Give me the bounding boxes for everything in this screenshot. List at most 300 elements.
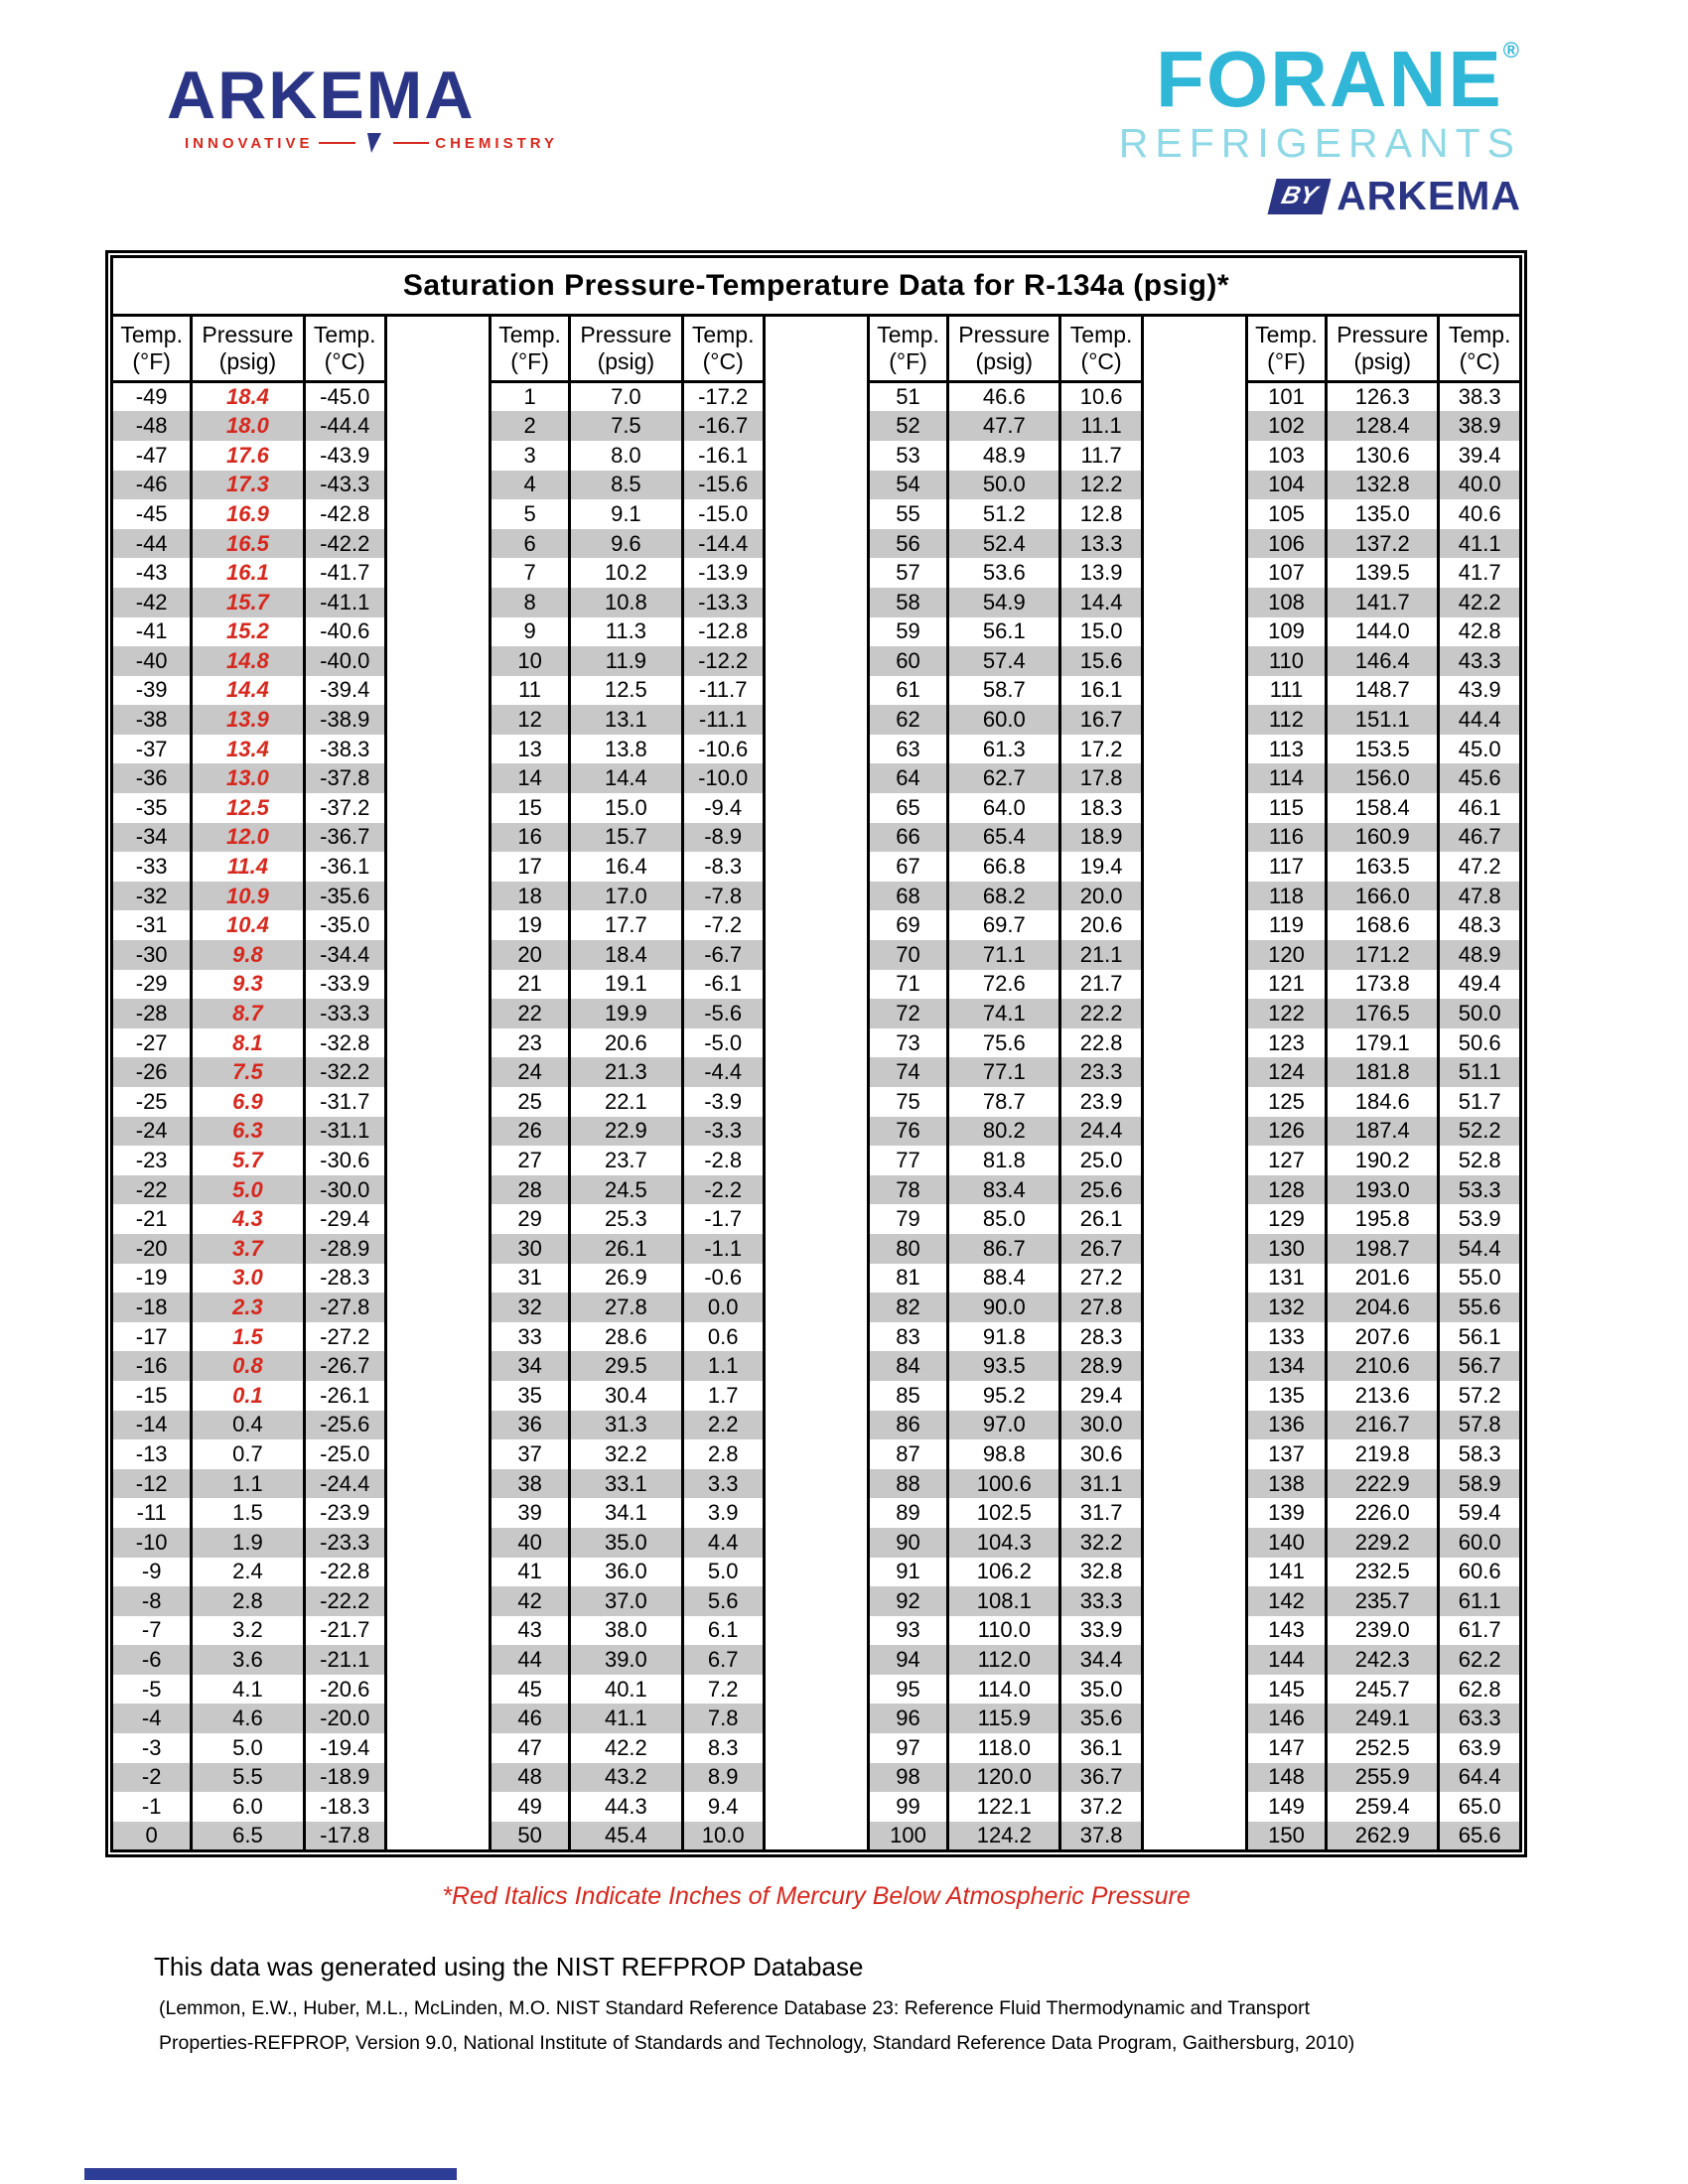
pressure-cell: 14.8 — [192, 646, 304, 676]
pressure-cell: 8.5 — [570, 471, 682, 500]
temp-f-cell: 64 — [868, 763, 947, 793]
pressure-cell: 7.5 — [192, 1057, 304, 1087]
temp-c-cell: 47.2 — [1439, 852, 1521, 882]
temp-c-cell: 61.7 — [1439, 1616, 1521, 1646]
temp-f-cell: -46 — [112, 471, 192, 500]
temp-f-cell: 65 — [868, 793, 947, 823]
pressure-cell: 173.8 — [1327, 970, 1439, 1000]
temp-c-cell: 10.6 — [1060, 382, 1142, 412]
group-spacer — [764, 882, 868, 911]
pressure-cell: 106.2 — [948, 1558, 1060, 1587]
temp-f-cell: -32 — [112, 882, 192, 911]
pressure-cell: 83.4 — [948, 1175, 1060, 1205]
temp-f-cell: -41 — [112, 617, 192, 647]
temp-f-cell: -13 — [112, 1439, 192, 1469]
pressure-cell: 61.3 — [948, 735, 1060, 764]
temp-f-cell: -28 — [112, 999, 192, 1028]
temp-f-cell: 87 — [868, 1439, 947, 1469]
temp-c-cell: 21.7 — [1060, 970, 1142, 1000]
pressure-cell: 30.4 — [570, 1381, 682, 1411]
pressure-cell: 9.6 — [570, 529, 682, 559]
pressure-cell: 198.7 — [1327, 1234, 1439, 1264]
pressure-cell: 43.2 — [570, 1763, 682, 1793]
table-row — [112, 999, 1521, 1028]
pressure-cell: 160.9 — [1327, 823, 1439, 853]
temp-c-cell: -36.1 — [304, 852, 385, 882]
pressure-cell: 259.4 — [1327, 1792, 1439, 1822]
temp-c-cell: 49.4 — [1439, 970, 1521, 1000]
temp-f-cell: 92 — [868, 1586, 947, 1616]
temp-c-cell: 33.3 — [1060, 1586, 1142, 1616]
temp-c-cell: 24.4 — [1060, 1117, 1142, 1147]
pressure-cell: 139.5 — [1327, 558, 1439, 588]
temp-f-cell: 69 — [868, 910, 947, 940]
pressure-cell: 38.0 — [570, 1616, 682, 1646]
temp-f-cell: 73 — [868, 1028, 947, 1058]
group-spacer — [1142, 1234, 1246, 1264]
table-row — [112, 1558, 1521, 1587]
temp-c-cell: 11.7 — [1060, 441, 1142, 471]
group-spacer — [385, 558, 490, 588]
temp-f-cell: 90 — [868, 1528, 947, 1558]
temp-c-cell: -3.3 — [682, 1117, 764, 1147]
group-spacer — [1142, 411, 1246, 441]
temp-c-cell: -42.8 — [304, 499, 385, 529]
table-row — [112, 1675, 1521, 1705]
temp-f-cell: 139 — [1246, 1498, 1326, 1528]
temp-f-cell: 55 — [868, 499, 947, 529]
temp-f-cell: -3 — [112, 1733, 192, 1763]
group-spacer — [385, 646, 490, 676]
temp-f-cell: -2 — [112, 1763, 192, 1793]
pressure-cell: 137.2 — [1327, 529, 1439, 559]
pressure-cell: 16.5 — [192, 529, 304, 559]
pressure-cell: 216.7 — [1327, 1411, 1439, 1440]
pressure-cell: 120.0 — [948, 1763, 1060, 1793]
temp-c-cell: -13.3 — [682, 588, 764, 617]
temp-c-cell: -18.9 — [304, 1763, 385, 1793]
pressure-cell: 57.4 — [948, 646, 1060, 676]
temp-f-cell: -18 — [112, 1293, 192, 1322]
table-row — [112, 763, 1521, 793]
group-spacer — [764, 735, 868, 764]
temp-f-cell: 83 — [868, 1322, 947, 1352]
temp-c-cell: -41.1 — [304, 588, 385, 617]
temp-c-cell: 18.9 — [1060, 823, 1142, 853]
pressure-cell: 13.9 — [192, 705, 304, 735]
group-spacer — [764, 382, 868, 412]
temp-f-cell: 131 — [1246, 1264, 1326, 1294]
temp-c-cell: 25.0 — [1060, 1146, 1142, 1175]
temp-f-cell: -9 — [112, 1558, 192, 1587]
temp-f-cell: 110 — [1246, 646, 1326, 676]
group-spacer — [385, 1411, 490, 1440]
arkema-wordmark: ARKEMA — [167, 58, 476, 133]
pressure-cell: 141.7 — [1327, 588, 1439, 617]
temp-f-cell: -36 — [112, 763, 192, 793]
group-spacer — [385, 676, 490, 706]
table-row — [112, 793, 1521, 823]
temp-f-cell: 141 — [1246, 1558, 1326, 1587]
temp-f-cell: 52 — [868, 411, 947, 441]
temp-f-cell: 75 — [868, 1087, 947, 1117]
temp-c-cell: -17.2 — [682, 382, 764, 412]
pressure-cell: 156.0 — [1327, 763, 1439, 793]
pressure-cell: 4.3 — [192, 1204, 304, 1234]
temp-f-cell: 68 — [868, 882, 947, 911]
group-spacer — [764, 1234, 868, 1264]
table-row — [112, 617, 1521, 647]
temp-f-cell: 76 — [868, 1117, 947, 1147]
temp-c-cell: 17.8 — [1060, 763, 1142, 793]
pressure-cell: 42.2 — [570, 1733, 682, 1763]
pressure-cell: 2.4 — [192, 1558, 304, 1587]
temp-f-cell: -37 — [112, 735, 192, 764]
group-spacer — [764, 852, 868, 882]
temp-f-cell: 22 — [490, 999, 569, 1028]
pressure-cell: 22.9 — [570, 1117, 682, 1147]
pressure-cell: 52.4 — [948, 529, 1060, 559]
pressure-cell: 0.8 — [192, 1351, 304, 1381]
temp-c-cell: 62.2 — [1439, 1645, 1521, 1675]
pressure-cell: 193.0 — [1327, 1175, 1439, 1205]
table-row — [112, 411, 1521, 441]
table-row — [112, 1204, 1521, 1234]
pressure-cell: 12.5 — [570, 676, 682, 706]
pressure-cell: 8.1 — [192, 1028, 304, 1058]
group-spacer — [385, 882, 490, 911]
group-spacer — [764, 1028, 868, 1058]
temp-c-cell: 20.0 — [1060, 882, 1142, 911]
temp-f-cell: 4 — [490, 471, 569, 500]
group-spacer — [1142, 499, 1246, 529]
temp-f-cell: 108 — [1246, 588, 1326, 617]
temp-f-cell: 3 — [490, 441, 569, 471]
pressure-cell: 219.8 — [1327, 1439, 1439, 1469]
temp-c-cell: 54.4 — [1439, 1234, 1521, 1264]
temp-f-cell: 123 — [1246, 1028, 1326, 1058]
col-header-temp-f: Temp. (°F) — [1246, 316, 1326, 382]
temp-f-cell: -6 — [112, 1645, 192, 1675]
temp-c-cell: 29.4 — [1060, 1381, 1142, 1411]
temp-f-cell: 133 — [1246, 1322, 1326, 1352]
pressure-cell: 181.8 — [1327, 1057, 1439, 1087]
group-spacer — [764, 411, 868, 441]
group-spacer — [1142, 471, 1246, 500]
temp-f-cell: 134 — [1246, 1351, 1326, 1381]
group-spacer — [764, 999, 868, 1028]
temp-f-cell: 48 — [490, 1763, 569, 1793]
temp-f-cell: 7 — [490, 558, 569, 588]
temp-f-cell: 34 — [490, 1351, 569, 1381]
pressure-cell: 168.6 — [1327, 910, 1439, 940]
temp-c-cell: -23.3 — [304, 1528, 385, 1558]
group-spacer — [764, 1733, 868, 1763]
group-spacer — [764, 1264, 868, 1294]
temp-c-cell: -12.2 — [682, 646, 764, 676]
temp-f-cell: 93 — [868, 1616, 947, 1646]
group-spacer — [385, 1675, 490, 1705]
temp-f-cell: 121 — [1246, 970, 1326, 1000]
temp-f-cell: -39 — [112, 676, 192, 706]
pressure-cell: 9.8 — [192, 940, 304, 970]
pressure-cell: 74.1 — [948, 999, 1060, 1028]
temp-c-cell: -22.2 — [304, 1586, 385, 1616]
pressure-cell: 21.3 — [570, 1057, 682, 1087]
pressure-cell: 6.5 — [192, 1822, 304, 1851]
temp-c-cell: 25.6 — [1060, 1175, 1142, 1205]
pressure-cell: 3.6 — [192, 1645, 304, 1675]
group-spacer — [385, 793, 490, 823]
temp-c-cell: 36.7 — [1060, 1763, 1142, 1793]
forane-wordmark — [1025, 35, 1521, 123]
table-row — [112, 1146, 1521, 1175]
temp-f-cell: -35 — [112, 793, 192, 823]
table-row — [112, 441, 1521, 471]
table-row — [112, 1704, 1521, 1733]
temp-c-cell: -26.7 — [304, 1351, 385, 1381]
group-spacer — [764, 1528, 868, 1558]
table-row — [112, 1439, 1521, 1469]
group-spacer — [764, 471, 868, 500]
pressure-cell: 17.0 — [570, 882, 682, 911]
temp-c-cell: 45.0 — [1439, 735, 1521, 764]
temp-f-cell: -26 — [112, 1057, 192, 1087]
pressure-cell: 226.0 — [1327, 1498, 1439, 1528]
group-spacer — [1142, 1204, 1246, 1234]
pressure-cell: 151.1 — [1327, 705, 1439, 735]
temp-f-cell: 15 — [490, 793, 569, 823]
temp-f-cell: 114 — [1246, 763, 1326, 793]
temp-f-cell: -11 — [112, 1498, 192, 1528]
temp-f-cell: 105 — [1246, 499, 1326, 529]
pressure-cell: 126.3 — [1327, 382, 1439, 412]
temp-f-cell: 79 — [868, 1204, 947, 1234]
temp-f-cell: -29 — [112, 970, 192, 1000]
pressure-cell: 93.5 — [948, 1351, 1060, 1381]
group-spacer — [764, 1146, 868, 1175]
temp-f-cell: 36 — [490, 1411, 569, 1440]
temp-f-cell: -27 — [112, 1028, 192, 1058]
group-spacer — [764, 676, 868, 706]
temp-f-cell: -31 — [112, 910, 192, 940]
temp-c-cell: 11.1 — [1060, 411, 1142, 441]
pressure-cell: 45.4 — [570, 1822, 682, 1851]
pressure-cell: 9.3 — [192, 970, 304, 1000]
pressure-cell: 36.0 — [570, 1558, 682, 1587]
group-spacer — [385, 1498, 490, 1528]
group-spacer — [385, 1117, 490, 1147]
pressure-cell: 17.6 — [192, 441, 304, 471]
temp-c-cell: -38.9 — [304, 705, 385, 735]
group-spacer — [385, 1616, 490, 1646]
temp-c-cell: 27.2 — [1060, 1264, 1142, 1294]
temp-f-cell: 142 — [1246, 1586, 1326, 1616]
temp-f-cell: 57 — [868, 558, 947, 588]
temp-c-cell: -6.1 — [682, 970, 764, 1000]
group-spacer — [764, 1381, 868, 1411]
pressure-cell: 179.1 — [1327, 1028, 1439, 1058]
pressure-cell: 184.6 — [1327, 1087, 1439, 1117]
pressure-cell: 16.9 — [192, 499, 304, 529]
pressure-cell: 1.5 — [192, 1498, 304, 1528]
temp-c-cell: 60.6 — [1439, 1558, 1521, 1587]
temp-f-cell: 129 — [1246, 1204, 1326, 1234]
pressure-cell: 5.0 — [192, 1733, 304, 1763]
temp-f-cell: 59 — [868, 617, 947, 647]
temp-c-cell: 40.6 — [1439, 499, 1521, 529]
temp-c-cell: 63.3 — [1439, 1704, 1521, 1733]
group-spacer — [1142, 1411, 1246, 1440]
temp-c-cell: 35.0 — [1060, 1675, 1142, 1705]
temp-f-cell: 41 — [490, 1558, 569, 1587]
temp-c-cell: -20.0 — [304, 1704, 385, 1733]
group-spacer — [1142, 1175, 1246, 1205]
pressure-cell: 95.2 — [948, 1381, 1060, 1411]
temp-c-cell: -40.0 — [304, 646, 385, 676]
temp-f-cell: 53 — [868, 441, 947, 471]
table-row — [112, 910, 1521, 940]
pressure-cell: 108.1 — [948, 1586, 1060, 1616]
group-spacer — [764, 940, 868, 970]
temp-f-cell: -20 — [112, 1234, 192, 1264]
forane-brand-text: FORANE — [1156, 35, 1503, 123]
temp-f-cell: 21 — [490, 970, 569, 1000]
group-spacer — [385, 1469, 490, 1499]
pressure-cell: 91.8 — [948, 1322, 1060, 1352]
pressure-cell: 28.6 — [570, 1322, 682, 1352]
temp-f-cell: -14 — [112, 1411, 192, 1440]
col-header-temp-f: Temp. (°F) — [112, 316, 192, 382]
pressure-cell: 3.7 — [192, 1234, 304, 1264]
temp-c-cell: 55.0 — [1439, 1264, 1521, 1294]
temp-c-cell: -33.3 — [304, 999, 385, 1028]
temp-f-cell: -43 — [112, 558, 192, 588]
temp-c-cell: -2.8 — [682, 1146, 764, 1175]
temp-f-cell: 146 — [1246, 1704, 1326, 1733]
pressure-cell: 12.5 — [192, 793, 304, 823]
pressure-cell: 85.0 — [948, 1204, 1060, 1234]
temp-c-cell: 42.8 — [1439, 617, 1521, 647]
group-spacer — [385, 1439, 490, 1469]
group-spacer — [764, 1675, 868, 1705]
temp-f-cell: 89 — [868, 1498, 947, 1528]
pressure-cell: 18.4 — [570, 940, 682, 970]
table-row — [112, 558, 1521, 588]
temp-c-cell: 48.3 — [1439, 910, 1521, 940]
temp-f-cell: 35 — [490, 1381, 569, 1411]
temp-f-cell: 70 — [868, 940, 947, 970]
temp-c-cell: 33.9 — [1060, 1616, 1142, 1646]
table-row — [112, 1822, 1521, 1851]
arkema-tagline-right: CHEMISTRY — [435, 134, 559, 152]
pressure-cell: 24.5 — [570, 1175, 682, 1205]
temp-c-cell: -36.7 — [304, 823, 385, 853]
pressure-cell: 98.8 — [948, 1439, 1060, 1469]
pressure-cell: 190.2 — [1327, 1146, 1439, 1175]
temp-f-cell: 30 — [490, 1234, 569, 1264]
pressure-cell: 13.8 — [570, 735, 682, 764]
pressure-cell: 5.7 — [192, 1146, 304, 1175]
temp-c-cell: 8.3 — [682, 1733, 764, 1763]
pressure-cell: 229.2 — [1327, 1528, 1439, 1558]
temp-c-cell: 3.3 — [682, 1469, 764, 1499]
temp-c-cell: -3.9 — [682, 1087, 764, 1117]
group-spacer — [1142, 1733, 1246, 1763]
temp-c-cell: 43.9 — [1439, 676, 1521, 706]
temp-c-cell: 7.2 — [682, 1675, 764, 1705]
saturation-table — [110, 255, 1522, 1852]
pressure-cell: 4.6 — [192, 1704, 304, 1733]
pressure-cell: 20.6 — [570, 1028, 682, 1058]
temp-c-cell: 60.0 — [1439, 1528, 1521, 1558]
temp-c-cell: -28.3 — [304, 1264, 385, 1294]
temp-f-cell: 122 — [1246, 999, 1326, 1028]
group-spacer — [764, 1439, 868, 1469]
temp-f-cell: -49 — [112, 382, 192, 412]
temp-c-cell: -33.9 — [304, 970, 385, 1000]
temp-f-cell: 81 — [868, 1264, 947, 1294]
pressure-cell: 8.0 — [570, 441, 682, 471]
pressure-cell: 12.0 — [192, 823, 304, 853]
pressure-cell: 25.3 — [570, 1204, 682, 1234]
group-spacer — [385, 382, 490, 412]
table-row — [112, 1087, 1521, 1117]
pressure-cell: 242.3 — [1327, 1645, 1439, 1675]
temp-c-cell: -43.3 — [304, 471, 385, 500]
table-row — [112, 1028, 1521, 1058]
temp-c-cell: -29.4 — [304, 1204, 385, 1234]
group-spacer — [385, 763, 490, 793]
group-spacer — [385, 1586, 490, 1616]
pressure-cell: 14.4 — [570, 763, 682, 793]
pressure-cell: 118.0 — [948, 1733, 1060, 1763]
temp-f-cell: 147 — [1246, 1733, 1326, 1763]
temp-c-cell: -11.7 — [682, 676, 764, 706]
temp-f-cell: -7 — [112, 1616, 192, 1646]
group-spacer — [764, 1175, 868, 1205]
temp-c-cell: 17.2 — [1060, 735, 1142, 764]
temp-c-cell: 16.7 — [1060, 705, 1142, 735]
pressure-cell: 144.0 — [1327, 617, 1439, 647]
pressure-cell: 210.6 — [1327, 1351, 1439, 1381]
by-badge: BY — [1268, 179, 1332, 214]
temp-f-cell: 128 — [1246, 1175, 1326, 1205]
pressure-cell: 110.0 — [948, 1616, 1060, 1646]
temp-f-cell: 44 — [490, 1645, 569, 1675]
temp-c-cell: -38.3 — [304, 735, 385, 764]
group-spacer — [764, 529, 868, 559]
footer-citation-line-2: Properties-REFPROP, Version 9.0, National Institute of Standards and Technology, Standard Reference Data Program, Gaithersburg, 2010) — [159, 2032, 1355, 2054]
temp-c-cell: 22.8 — [1060, 1028, 1142, 1058]
temp-c-cell: 56.1 — [1439, 1322, 1521, 1352]
pressure-cell: 40.1 — [570, 1675, 682, 1705]
temp-f-cell: 118 — [1246, 882, 1326, 911]
temp-c-cell: 40.0 — [1439, 471, 1521, 500]
table-row — [112, 676, 1521, 706]
temp-f-cell: 74 — [868, 1057, 947, 1087]
pressure-cell: 72.6 — [948, 970, 1060, 1000]
temp-c-cell: 26.1 — [1060, 1204, 1142, 1234]
forane-logo — [1025, 35, 1521, 219]
pressure-cell: 239.0 — [1327, 1616, 1439, 1646]
temp-f-cell: 144 — [1246, 1645, 1326, 1675]
pressure-cell: 13.1 — [570, 705, 682, 735]
pressure-cell: 10.2 — [570, 558, 682, 588]
group-spacer — [1142, 1528, 1246, 1558]
group-spacer — [1142, 1763, 1246, 1793]
group-spacer — [1142, 793, 1246, 823]
